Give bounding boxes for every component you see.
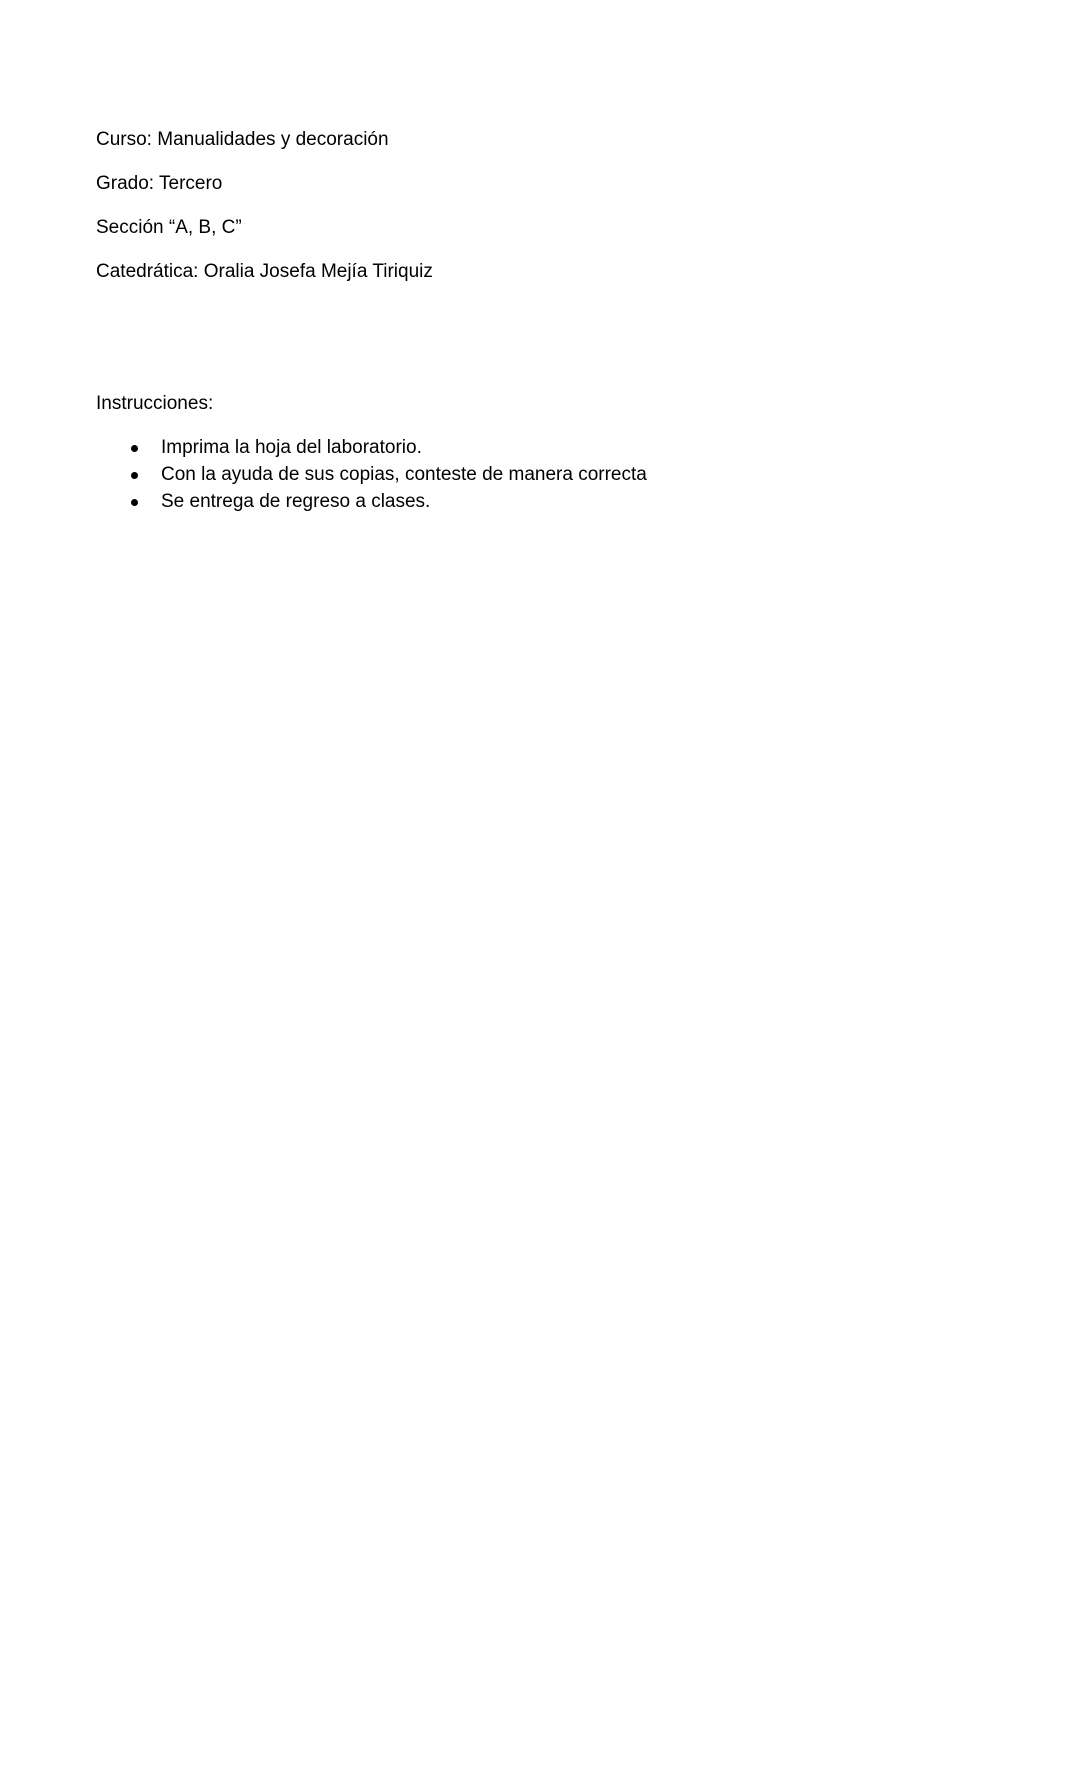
section-line: Sección “A, B, C”: [96, 217, 242, 238]
instruction-text: Imprima la hoja del laboratorio.: [161, 437, 422, 458]
bullet-icon: [131, 472, 138, 479]
course-line: Curso: Manualidades y decoración: [96, 129, 389, 150]
teacher-line: Catedrática: Oralia Josefa Mejía Tiriquiz: [96, 261, 433, 282]
instructions-heading: Instrucciones:: [96, 393, 214, 414]
bullet-icon: [131, 445, 138, 452]
bullet-icon: [131, 499, 138, 506]
grade-line: Grado: Tercero: [96, 173, 223, 194]
instruction-text: Se entrega de regreso a clases.: [161, 491, 431, 512]
instruction-text: Con la ayuda de sus copias, conteste de manera correcta: [161, 464, 647, 485]
